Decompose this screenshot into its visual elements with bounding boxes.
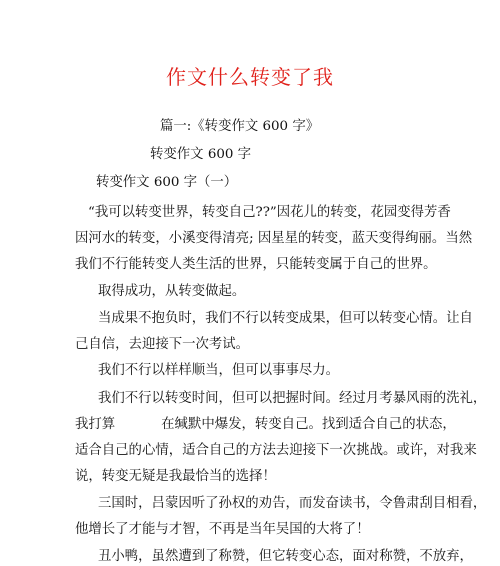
heading-essay: 转变作文 600 字 <box>150 147 252 162</box>
paragraph-line: 取得成功，从转变做起。 <box>98 284 246 299</box>
paragraph-line: 我们不行以转变时间，但可以把握时间。经过月考暴风雨的洗礼， <box>98 391 487 406</box>
paragraph-line <box>75 416 456 434</box>
paragraph-line: 说，转变无疑是我最恰当的选择！ <box>75 469 276 484</box>
paragraph-line-start: 我打算 <box>75 417 116 432</box>
paragraph-line: 他增长了才能与才智，不再是当年吴国的大将了！ <box>75 522 370 537</box>
paragraph-line: “我可以转变世界，转变自己??”因花儿的转变，花园变得芳香 <box>88 205 451 220</box>
paragraph-line: 己自信，去迎接下一次考试。 <box>75 337 250 352</box>
paragraph-line: 丑小鸭，虽然遭到了称赞，但它转变心态，面对称赞，不放弃， <box>98 549 473 564</box>
heading-essay-part-one: 转变作文 600 字（一） <box>96 175 238 190</box>
paragraph-line: 当成果不抱负时，我们不行以转变成果，但可以转变心情。让自 <box>98 311 473 326</box>
paragraph-line: 适合自己的心情，适合自己的方法去迎接下一次挑战。或许，对我来 <box>75 443 477 458</box>
heading-article-one: 篇一:《转变作文 600 字》 <box>160 119 320 134</box>
document-title: 作文什么转变了我 <box>166 65 334 89</box>
paragraph-line: 我们不行以样样顺当，但可以事事尽力。 <box>98 363 340 378</box>
paragraph-line: 因河水的转变，小溪变得清亮; 因星星的转变，蓝天变得绚丽。当然 <box>75 231 473 246</box>
paragraph-line-end: 在缄默中爆发，转变自己。找到适合自己的状态， <box>161 417 456 432</box>
paragraph-line: 我们不行能转变人类生活的世界，只能转变属于自己的世界。 <box>75 257 437 272</box>
paragraph-line: 三国时，吕蒙因听了孙权的劝告，而发奋读书，令鲁肃刮目相看， <box>98 496 487 511</box>
